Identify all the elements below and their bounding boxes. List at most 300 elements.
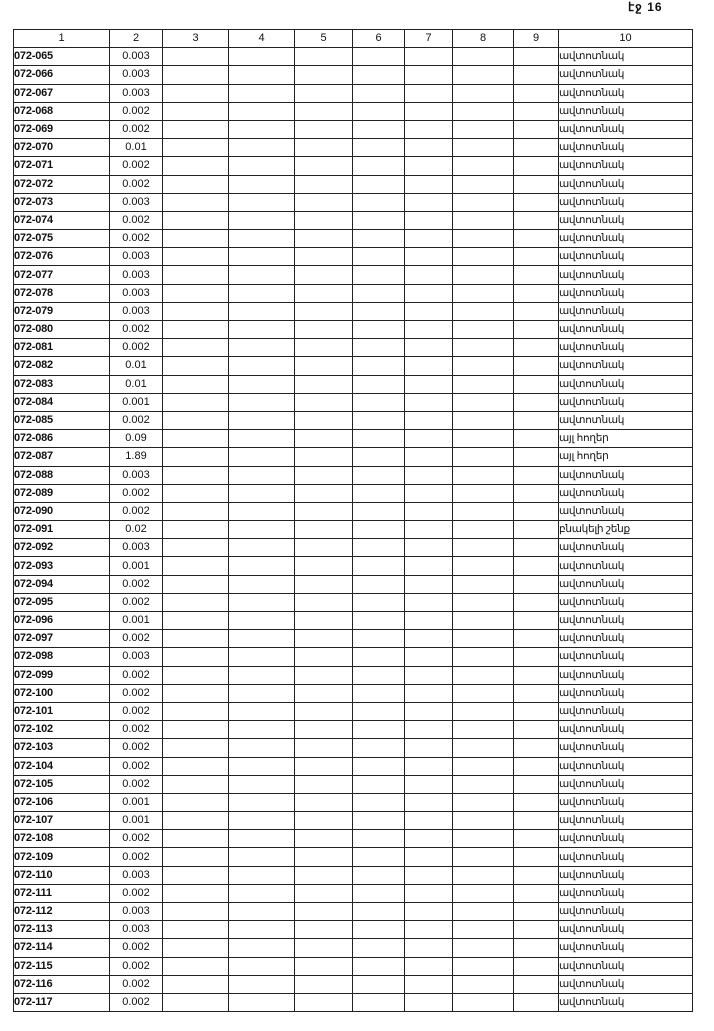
empty-cell	[229, 393, 295, 411]
empty-cell	[405, 66, 453, 84]
area-value-cell: 0.002	[110, 721, 163, 739]
empty-cell	[514, 175, 559, 193]
empty-cell	[453, 593, 514, 611]
table-row	[14, 120, 693, 138]
empty-cell	[229, 321, 295, 339]
land-use-cell: ավտոտնակ	[559, 102, 693, 120]
land-use-cell: ավտոտնակ	[559, 266, 693, 284]
area-value-cell: 0.01	[110, 357, 163, 375]
empty-cell	[453, 630, 514, 648]
empty-cell	[163, 84, 229, 102]
land-use-cell: ավտոտնակ	[559, 775, 693, 793]
empty-cell	[514, 230, 559, 248]
empty-cell	[163, 739, 229, 757]
land-use-cell: ավտոտնակ	[559, 848, 693, 866]
empty-cell	[353, 139, 405, 157]
land-use-cell: ավտոտնակ	[559, 957, 693, 975]
empty-cell	[229, 975, 295, 993]
empty-cell	[353, 921, 405, 939]
empty-cell	[453, 211, 514, 229]
column-header-4: 4	[229, 30, 295, 48]
land-use-cell: ավտոտնակ	[559, 593, 693, 611]
empty-cell	[229, 84, 295, 102]
empty-cell	[453, 648, 514, 666]
table-row	[14, 702, 693, 720]
parcel-code-cell: 072-081	[14, 339, 110, 357]
parcel-code-cell: 072-084	[14, 393, 110, 411]
table-row	[14, 812, 693, 830]
empty-cell	[229, 484, 295, 502]
empty-cell	[453, 502, 514, 520]
table-row	[14, 375, 693, 393]
empty-cell	[405, 102, 453, 120]
empty-cell	[453, 866, 514, 884]
parcel-code-cell: 072-070	[14, 139, 110, 157]
empty-cell	[405, 993, 453, 1011]
empty-cell	[353, 84, 405, 102]
empty-cell	[229, 866, 295, 884]
land-use-cell: ավտոտնակ	[559, 539, 693, 557]
land-use-cell: ավտոտնակ	[559, 120, 693, 138]
empty-cell	[353, 484, 405, 502]
empty-cell	[163, 830, 229, 848]
area-value-cell: 0.003	[110, 302, 163, 320]
empty-cell	[405, 975, 453, 993]
empty-cell	[405, 866, 453, 884]
empty-cell	[405, 193, 453, 211]
empty-cell	[229, 248, 295, 266]
column-header-5: 5	[295, 30, 353, 48]
empty-cell	[295, 230, 353, 248]
empty-cell	[514, 484, 559, 502]
land-use-cell: ավտոտնակ	[559, 175, 693, 193]
empty-cell	[405, 48, 453, 66]
empty-cell	[353, 157, 405, 175]
page-number: էջ 16	[628, 0, 663, 14]
table-row	[14, 448, 693, 466]
empty-cell	[229, 120, 295, 138]
area-value-cell: 0.003	[110, 284, 163, 302]
empty-cell	[229, 357, 295, 375]
empty-cell	[163, 630, 229, 648]
table-row	[14, 430, 693, 448]
empty-cell	[405, 175, 453, 193]
table-row	[14, 848, 693, 866]
area-value-cell: 0.002	[110, 630, 163, 648]
land-use-cell: ավտոտնակ	[559, 648, 693, 666]
table-row	[14, 175, 693, 193]
table-row	[14, 484, 693, 502]
land-use-cell: ավտոտնակ	[559, 393, 693, 411]
area-value-cell: 0.01	[110, 139, 163, 157]
empty-cell	[295, 903, 353, 921]
empty-cell	[453, 393, 514, 411]
empty-cell	[453, 430, 514, 448]
empty-cell	[163, 266, 229, 284]
empty-cell	[295, 175, 353, 193]
empty-cell	[163, 866, 229, 884]
empty-cell	[405, 120, 453, 138]
empty-cell	[514, 448, 559, 466]
empty-cell	[453, 903, 514, 921]
empty-cell	[163, 993, 229, 1011]
empty-cell	[453, 120, 514, 138]
empty-cell	[514, 157, 559, 175]
empty-cell	[353, 211, 405, 229]
table-row	[14, 775, 693, 793]
empty-cell	[163, 757, 229, 775]
parcel-code-cell: 072-083	[14, 375, 110, 393]
empty-cell	[514, 120, 559, 138]
parcel-code-cell: 072-085	[14, 411, 110, 429]
empty-cell	[353, 321, 405, 339]
land-use-cell: ավտոտնակ	[559, 903, 693, 921]
empty-cell	[295, 757, 353, 775]
area-value-cell: 0.003	[110, 48, 163, 66]
table-row	[14, 830, 693, 848]
parcel-code-cell: 072-113	[14, 921, 110, 939]
land-use-cell: ավտոտնակ	[559, 757, 693, 775]
empty-cell	[453, 557, 514, 575]
empty-cell	[353, 721, 405, 739]
area-value-cell: 0.002	[110, 848, 163, 866]
land-use-cell: ավտոտնակ	[559, 466, 693, 484]
empty-cell	[405, 557, 453, 575]
empty-cell	[163, 230, 229, 248]
parcel-code-cell: 072-112	[14, 903, 110, 921]
empty-cell	[353, 448, 405, 466]
empty-cell	[229, 466, 295, 484]
empty-cell	[405, 757, 453, 775]
parcel-code-cell: 072-088	[14, 466, 110, 484]
empty-cell	[163, 793, 229, 811]
empty-cell	[163, 593, 229, 611]
area-value-cell: 0.01	[110, 375, 163, 393]
empty-cell	[295, 848, 353, 866]
empty-cell	[295, 302, 353, 320]
empty-cell	[453, 575, 514, 593]
empty-cell	[405, 612, 453, 630]
empty-cell	[163, 339, 229, 357]
empty-cell	[163, 139, 229, 157]
table-row	[14, 557, 693, 575]
area-value-cell: 0.002	[110, 211, 163, 229]
empty-cell	[163, 539, 229, 557]
area-value-cell: 0.002	[110, 702, 163, 720]
area-value-cell: 0.002	[110, 502, 163, 520]
parcel-code-cell: 072-111	[14, 884, 110, 902]
table-row	[14, 84, 693, 102]
empty-cell	[514, 502, 559, 520]
empty-cell	[295, 466, 353, 484]
empty-cell	[229, 903, 295, 921]
empty-cell	[405, 539, 453, 557]
empty-cell	[353, 375, 405, 393]
empty-cell	[353, 284, 405, 302]
area-value-cell: 0.002	[110, 175, 163, 193]
empty-cell	[353, 866, 405, 884]
land-use-cell: ավտոտնակ	[559, 939, 693, 957]
parcel-code-cell: 072-072	[14, 175, 110, 193]
empty-cell	[295, 430, 353, 448]
table-row	[14, 266, 693, 284]
land-use-cell: ավտոտնակ	[559, 375, 693, 393]
table-row	[14, 630, 693, 648]
empty-cell	[295, 739, 353, 757]
empty-cell	[163, 575, 229, 593]
land-use-cell: ավտոտնակ	[559, 702, 693, 720]
empty-cell	[453, 612, 514, 630]
empty-cell	[163, 812, 229, 830]
empty-cell	[353, 48, 405, 66]
empty-cell	[353, 812, 405, 830]
empty-cell	[295, 411, 353, 429]
empty-cell	[353, 612, 405, 630]
parcel-code-cell: 072-079	[14, 302, 110, 320]
empty-cell	[514, 302, 559, 320]
empty-cell	[295, 521, 353, 539]
empty-cell	[163, 939, 229, 957]
parcel-code-cell: 072-066	[14, 66, 110, 84]
empty-cell	[514, 521, 559, 539]
table-row	[14, 211, 693, 229]
empty-cell	[453, 193, 514, 211]
empty-cell	[514, 757, 559, 775]
area-value-cell: 0.001	[110, 393, 163, 411]
empty-cell	[453, 48, 514, 66]
empty-cell	[405, 630, 453, 648]
empty-cell	[295, 539, 353, 557]
empty-cell	[514, 848, 559, 866]
empty-cell	[295, 502, 353, 520]
empty-cell	[405, 430, 453, 448]
empty-cell	[229, 430, 295, 448]
empty-cell	[514, 721, 559, 739]
empty-cell	[163, 848, 229, 866]
parcel-code-cell: 072-102	[14, 721, 110, 739]
empty-cell	[514, 375, 559, 393]
empty-cell	[295, 211, 353, 229]
area-value-cell: 0.002	[110, 230, 163, 248]
empty-cell	[163, 557, 229, 575]
empty-cell	[405, 284, 453, 302]
empty-cell	[163, 975, 229, 993]
empty-cell	[163, 448, 229, 466]
land-use-cell: ավտոտնակ	[559, 975, 693, 993]
land-use-cell: ավտոտնակ	[559, 139, 693, 157]
empty-cell	[163, 721, 229, 739]
empty-cell	[405, 484, 453, 502]
empty-cell	[353, 430, 405, 448]
land-use-cell: ավտոտնակ	[559, 230, 693, 248]
empty-cell	[229, 575, 295, 593]
empty-cell	[514, 593, 559, 611]
empty-cell	[163, 502, 229, 520]
table-row	[14, 102, 693, 120]
area-value-cell: 0.001	[110, 793, 163, 811]
empty-cell	[295, 284, 353, 302]
land-use-cell: ավտոտնակ	[559, 612, 693, 630]
parcel-code-cell: 072-086	[14, 430, 110, 448]
land-use-cell: ավտոտնակ	[559, 812, 693, 830]
area-value-cell: 0.002	[110, 884, 163, 902]
empty-cell	[229, 230, 295, 248]
empty-cell	[405, 393, 453, 411]
empty-cell	[453, 702, 514, 720]
empty-cell	[163, 321, 229, 339]
header-row	[14, 30, 693, 48]
empty-cell	[453, 539, 514, 557]
empty-cell	[453, 266, 514, 284]
empty-cell	[353, 903, 405, 921]
empty-cell	[405, 448, 453, 466]
parcel-code-cell: 072-087	[14, 448, 110, 466]
table-row	[14, 193, 693, 211]
empty-cell	[405, 884, 453, 902]
empty-cell	[405, 211, 453, 229]
parcel-code-cell: 072-104	[14, 757, 110, 775]
area-value-cell: 0.003	[110, 466, 163, 484]
area-value-cell: 1.89	[110, 448, 163, 466]
empty-cell	[453, 793, 514, 811]
land-use-cell: ավտոտնակ	[559, 284, 693, 302]
empty-cell	[353, 466, 405, 484]
empty-cell	[453, 139, 514, 157]
empty-cell	[453, 939, 514, 957]
empty-cell	[514, 975, 559, 993]
empty-cell	[229, 66, 295, 84]
empty-cell	[453, 993, 514, 1011]
empty-cell	[405, 812, 453, 830]
empty-cell	[295, 266, 353, 284]
parcel-code-cell: 072-093	[14, 557, 110, 575]
empty-cell	[295, 139, 353, 157]
area-value-cell: 0.02	[110, 521, 163, 539]
empty-cell	[353, 175, 405, 193]
empty-cell	[514, 211, 559, 229]
empty-cell	[514, 702, 559, 720]
empty-cell	[163, 884, 229, 902]
land-use-cell: ավտոտնակ	[559, 484, 693, 502]
land-use-cell: ավտոտնակ	[559, 84, 693, 102]
parcel-code-cell: 072-105	[14, 775, 110, 793]
empty-cell	[295, 248, 353, 266]
empty-cell	[405, 739, 453, 757]
column-header-6: 6	[353, 30, 405, 48]
parcel-code-cell: 072-106	[14, 793, 110, 811]
empty-cell	[514, 466, 559, 484]
empty-cell	[353, 648, 405, 666]
empty-cell	[163, 248, 229, 266]
empty-cell	[405, 357, 453, 375]
empty-cell	[353, 884, 405, 902]
area-value-cell: 0.003	[110, 903, 163, 921]
parcel-code-cell: 072-065	[14, 48, 110, 66]
empty-cell	[229, 684, 295, 702]
empty-cell	[229, 993, 295, 1011]
table-row	[14, 284, 693, 302]
area-value-cell: 0.003	[110, 539, 163, 557]
land-use-cell: ավտոտնակ	[559, 630, 693, 648]
table-row	[14, 248, 693, 266]
empty-cell	[514, 866, 559, 884]
empty-cell	[163, 102, 229, 120]
area-value-cell: 0.003	[110, 921, 163, 939]
area-value-cell: 0.003	[110, 266, 163, 284]
empty-cell	[453, 66, 514, 84]
empty-cell	[295, 120, 353, 138]
empty-cell	[163, 193, 229, 211]
empty-cell	[229, 921, 295, 939]
empty-cell	[229, 502, 295, 520]
empty-cell	[514, 648, 559, 666]
table-row	[14, 793, 693, 811]
empty-cell	[514, 575, 559, 593]
empty-cell	[353, 521, 405, 539]
table-row	[14, 884, 693, 902]
empty-cell	[163, 903, 229, 921]
empty-cell	[453, 357, 514, 375]
empty-cell	[405, 266, 453, 284]
empty-cell	[163, 702, 229, 720]
empty-cell	[295, 921, 353, 939]
empty-cell	[353, 939, 405, 957]
land-use-cell: ավտոտնակ	[559, 684, 693, 702]
empty-cell	[163, 648, 229, 666]
parcel-code-cell: 072-074	[14, 211, 110, 229]
empty-cell	[514, 321, 559, 339]
parcel-code-cell: 072-076	[14, 248, 110, 266]
empty-cell	[453, 521, 514, 539]
empty-cell	[229, 593, 295, 611]
empty-cell	[353, 120, 405, 138]
land-use-cell: ավտոտնակ	[559, 321, 693, 339]
empty-cell	[405, 521, 453, 539]
empty-cell	[453, 157, 514, 175]
empty-cell	[514, 48, 559, 66]
empty-cell	[514, 812, 559, 830]
table-row	[14, 593, 693, 611]
land-use-cell: ավտոտնակ	[559, 575, 693, 593]
land-use-cell: ավտոտնակ	[559, 502, 693, 520]
empty-cell	[405, 157, 453, 175]
empty-cell	[514, 739, 559, 757]
empty-cell	[163, 357, 229, 375]
empty-cell	[453, 302, 514, 320]
parcel-code-cell: 072-107	[14, 812, 110, 830]
empty-cell	[229, 721, 295, 739]
empty-cell	[295, 612, 353, 630]
empty-cell	[229, 539, 295, 557]
empty-cell	[229, 775, 295, 793]
parcel-code-cell: 072-115	[14, 957, 110, 975]
empty-cell	[163, 211, 229, 229]
table-row	[14, 539, 693, 557]
empty-cell	[453, 339, 514, 357]
area-value-cell: 0.002	[110, 775, 163, 793]
empty-cell	[295, 393, 353, 411]
area-value-cell: 0.002	[110, 321, 163, 339]
parcel-code-cell: 072-097	[14, 630, 110, 648]
empty-cell	[514, 284, 559, 302]
empty-cell	[229, 339, 295, 357]
parcel-code-cell: 072-078	[14, 284, 110, 302]
table-row	[14, 230, 693, 248]
empty-cell	[163, 66, 229, 84]
parcel-code-cell: 072-099	[14, 666, 110, 684]
empty-cell	[353, 266, 405, 284]
empty-cell	[353, 102, 405, 120]
